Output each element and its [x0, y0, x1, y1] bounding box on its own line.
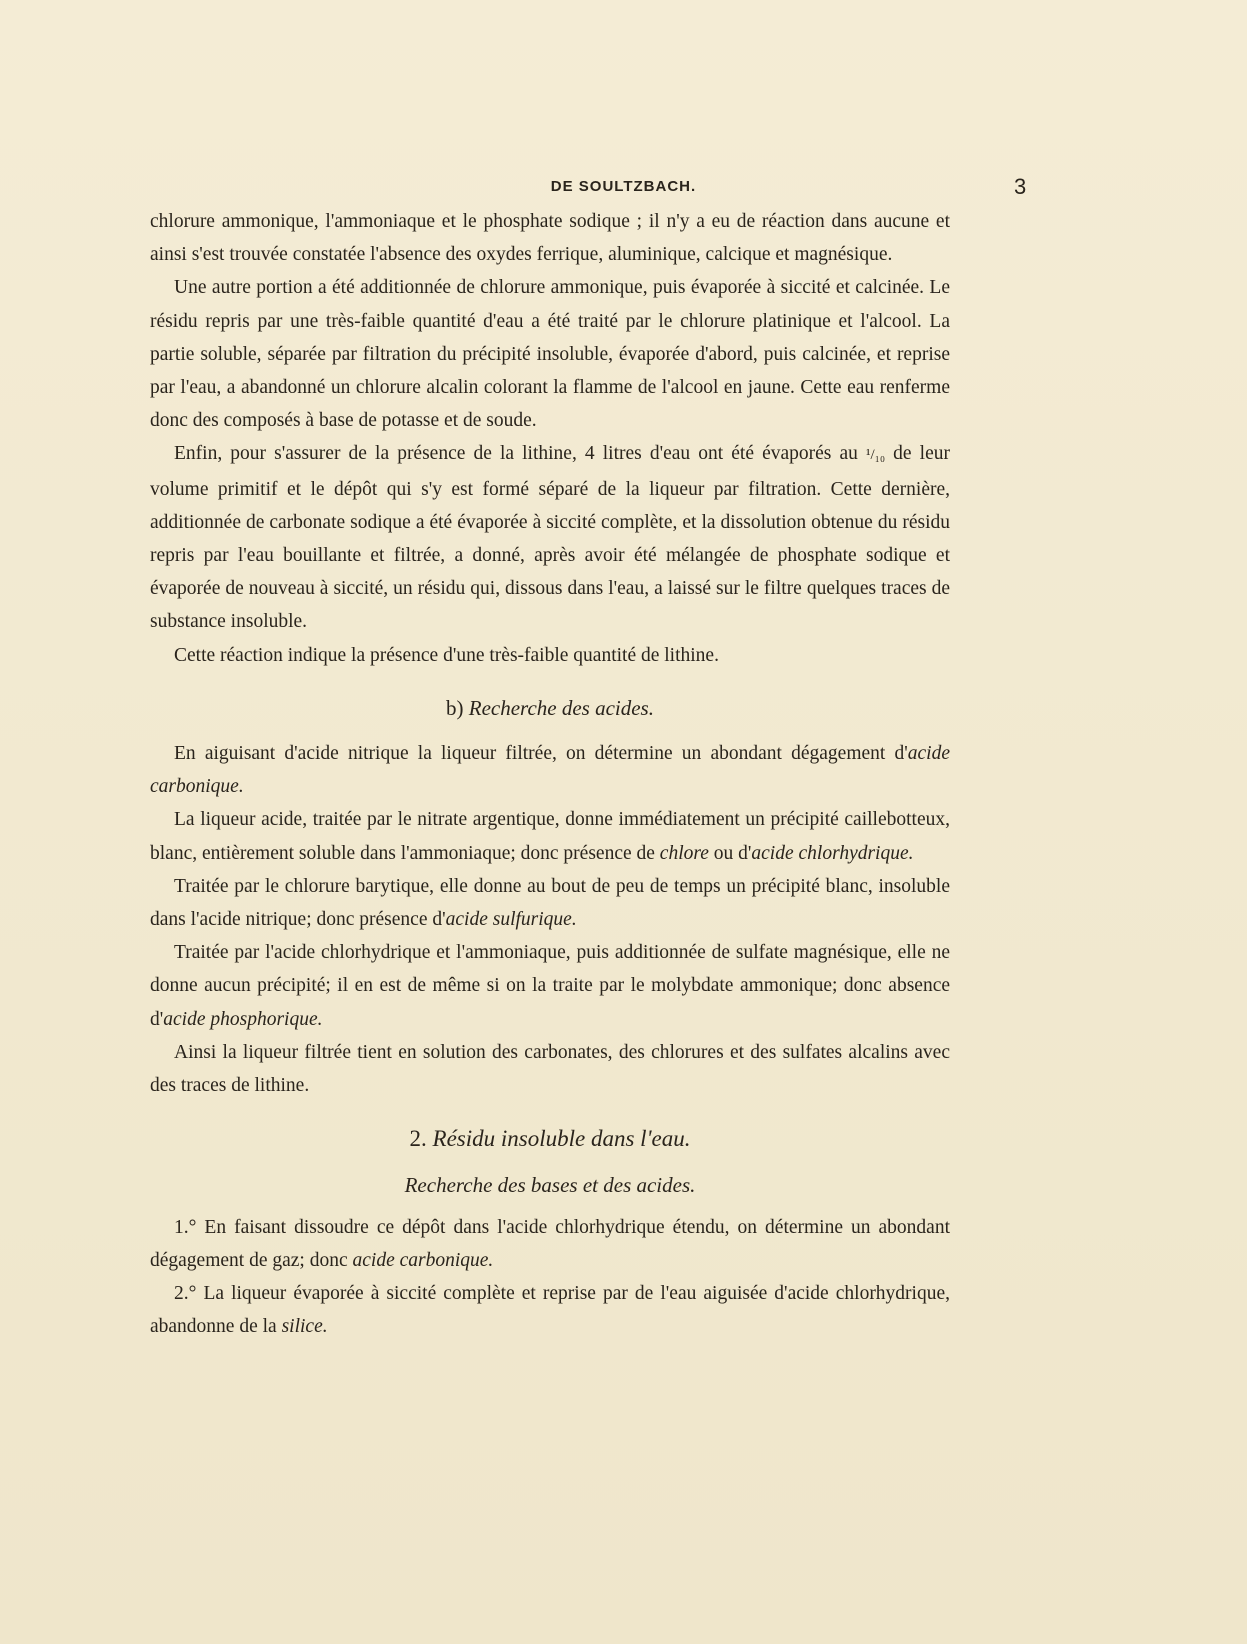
italic-term: acide phosphorique. — [163, 1008, 323, 1030]
paragraph: chlorure ammonique, l'ammoniaque et le phosphate sodique ; il n'y a eu de réaction dans aucune et ainsi s'est trouvée constatée l'absence des oxydes ferrique, aluminique, calcique et magnésique. — [150, 211, 950, 266]
text: 2.° La liqueur évaporée à siccité complète et reprise par de l'eau aiguisée d'acide chlorhydrique, abandonne de la — [150, 1283, 950, 1338]
fraction: ¹/₁₀ — [865, 447, 886, 464]
heading-title: Résidu insoluble dans l'eau. — [432, 1126, 691, 1152]
text: 1.° En faisant dissoudre ce dépôt dans l'acide chlorhydrique étendu, on détermine un abondant dégagement de gaz; donc — [150, 1216, 950, 1271]
section-heading-b — [150, 692, 950, 725]
paragraph — [150, 737, 950, 803]
italic-term: acide chlorhydrique. — [751, 842, 914, 864]
paragraph: Ainsi la liqueur filtrée tient en solution des carbonates, des chlorures et des sulfates alcalins avec des traces de lithine. — [150, 1041, 950, 1097]
italic-term: acide sulfurique. — [445, 909, 577, 931]
paragraph: Une autre portion a été additionnée de chlorure ammonique, puis évaporée à siccité et calcinée. Le résidu repris par une très-faible quantité d'eau a été traité par le chlorure platinique et l'alcool. La partie soluble, séparée par filtration du précipité insoluble, évaporée d'abord, puis calcinée, et reprise par l'eau, a abandonné un chlorure alcalin colorant la flamme de l'alcool en jaune. Cette eau renferme donc des composés à base de potasse et de soude. — [150, 277, 950, 432]
paragraph — [150, 1211, 950, 1277]
text: Traitée par l'acide chlorhydrique et l'ammoniaque, puis additionnée de sulfate magnésique, elle ne donne aucun précipité; il en est de même si on la traite par le molybdate ammonique; donc absence d' — [150, 942, 950, 1030]
text: de leur volume primitif et le dépôt qui s'y est formé séparé de la liqueur par filtration. Cette dernière, additionnée de carbonate sodique a été évaporée à siccité complète, et la dissolution obtenue du résidu repris par l'eau bouillante et filtrée, a donné, après avoir été mélangée de phosphate sodique et évaporée de nouveau à siccité, un résidu qui, dissous dans l'eau, a laissé sur le filtre quelques traces de substance insoluble. — [150, 443, 950, 633]
italic-term: acide carbonique. — [352, 1249, 494, 1271]
heading-title: Recherche des acides. — [468, 695, 654, 720]
italic-term: acide carbonique. — [150, 743, 950, 798]
paragraph — [150, 870, 950, 936]
heading-prefix: b) — [446, 695, 469, 720]
italic-term: silice. — [281, 1316, 328, 1338]
text: La liqueur acide, traitée par le nitrate argentique, donne immédiatement un précipité caillebotteux, blanc, entièrement soluble dans l'ammoniaque; donc présence de — [150, 809, 950, 864]
running-title: DE SOULTZBACH. — [550, 178, 697, 195]
text: En aiguisant d'acide nitrique la liqueur filtrée, on détermine un abondant dégagement d' — [174, 743, 908, 765]
paragraph — [150, 437, 950, 638]
paragraph — [150, 803, 950, 869]
paragraph: Cette réaction indique la présence d'une très-faible quantité de lithine. — [174, 644, 719, 666]
page-number: 3 — [1014, 174, 1027, 199]
page-header — [0, 176, 1247, 200]
heading-prefix: 2. — [409, 1126, 433, 1152]
text: ou d' — [708, 842, 752, 864]
page-body — [150, 205, 950, 1344]
paragraph — [150, 1277, 950, 1343]
paragraph — [150, 936, 950, 1036]
section-heading-2 — [150, 1122, 950, 1155]
italic-term: chlore — [659, 842, 709, 864]
subsection-heading: Recherche des bases et des acides. — [404, 1173, 696, 1198]
text: Traitée par le chlorure barytique, elle donne au bout de peu de temps un précipité blanc, insoluble dans l'acide nitrique; donc présence d' — [150, 875, 950, 931]
text: Enfin, pour s'assurer de la présence de la lithine, 4 litres d'eau ont été évaporés au — [174, 443, 866, 465]
